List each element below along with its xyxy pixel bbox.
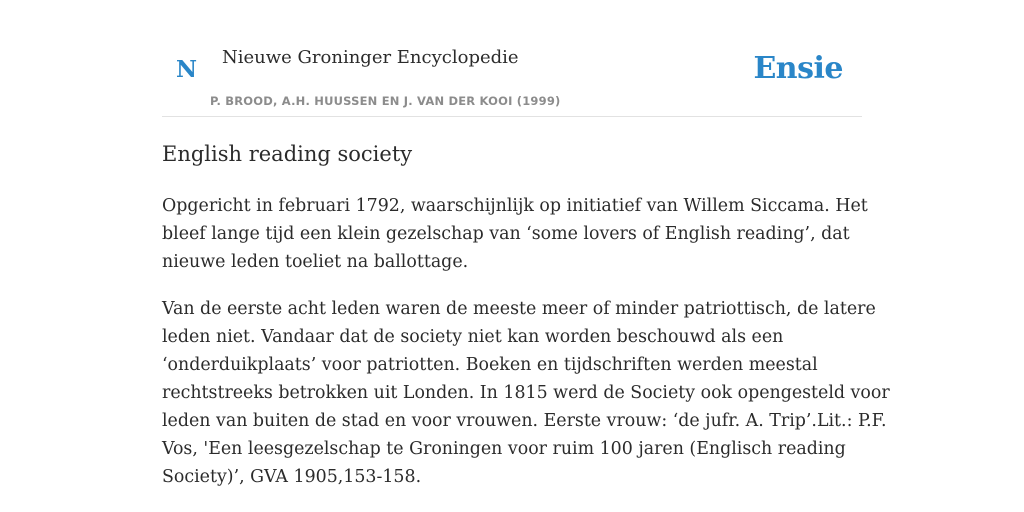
- paragraph-line: Opgericht in februari 1792, waarschijnlijk op initiatief van Willem Siccama. Het: [162, 196, 868, 216]
- paragraph-line: Van de eerste acht leden waren de meeste meer of minder patriottisch, de latere: [162, 299, 876, 319]
- paragraph-line: leden van buiten de stad en voor vrouwen. Eerste vrouw: ‘de jufr. A. Trip’.Lit.: P.F.: [162, 411, 887, 431]
- article: [162, 140, 890, 491]
- article-paragraph-1: [162, 192, 868, 276]
- paragraph-line: ‘onderduikplaats’ voor patriotten. Boeken en tijdschriften werden meestal: [162, 355, 818, 375]
- paragraph-line: nieuwe leden toeliet na ballottage.: [162, 252, 469, 272]
- article-paragraph-2: [162, 295, 890, 491]
- paragraph-line: bleef lange tijd een klein gezelschap van ‘some lovers of English reading’, dat: [162, 224, 850, 244]
- encyclopedia-authors: P. BROOD, A.H. HUUSSEN EN J. VAN DER KOOI (1999): [210, 94, 561, 108]
- encyclopedia-logo[interactable]: N: [176, 56, 198, 83]
- article-title: English reading society: [162, 142, 413, 166]
- paragraph-line: rechtstreeks betrokken uit Londen. In 1815 werd de Society ook opengesteld voor: [162, 383, 890, 403]
- paragraph-line: Vos, 'Een leesgezelschap te Groningen voor ruim 100 jaren (Englisch reading: [162, 439, 846, 459]
- paragraph-line: leden niet. Vandaar dat de society niet kan worden beschouwd als een: [162, 327, 784, 347]
- paragraph-line: Society)’, GVA 1905,153-158.: [162, 467, 422, 487]
- encyclopedia-header: [162, 40, 862, 117]
- encyclopedia-title[interactable]: Nieuwe Groninger Encyclopedie: [222, 47, 519, 68]
- ensie-logo[interactable]: Ensie: [753, 51, 843, 86]
